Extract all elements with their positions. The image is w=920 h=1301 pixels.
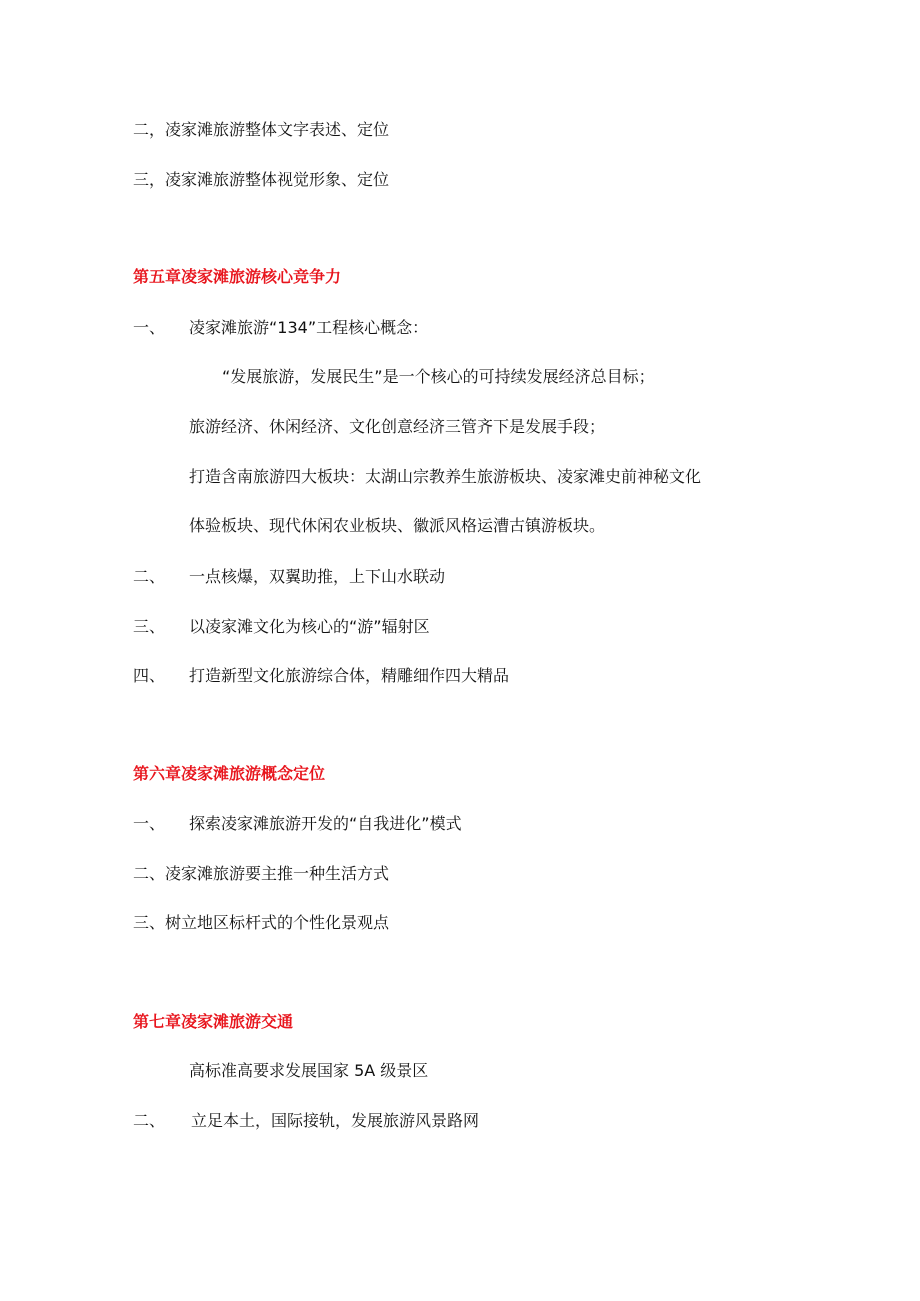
- chapter7-heading: 第七章凌家滩旅游交通: [133, 1012, 294, 1031]
- chapter5-item-1-number: 一、: [133, 318, 166, 337]
- chapter6-item-1-number: 一、: [133, 814, 166, 833]
- chapter5-item-2-text: 一点核爆，双翼助推，上下山水联动: [189, 567, 446, 586]
- chapter6-item-2: 二、凌家滩旅游要主推一种生活方式: [133, 864, 390, 883]
- chapter7-item-2-text: 立足本土，国际接轨，发展旅游风景路网: [191, 1111, 480, 1130]
- chapter6-item-1-text: 探索凌家滩旅游开发的“自我进化”模式: [189, 814, 462, 833]
- section4-item-2: 二，凌家滩旅游整体文字表述、定位: [133, 120, 390, 139]
- chapter7-item-1-text: 高标准高要求发展国家 5A 级景区: [189, 1061, 429, 1080]
- chapter5-item-4-number: 四、: [133, 666, 166, 685]
- chapter6-item-3: 三、树立地区标杆式的个性化景观点: [133, 913, 390, 932]
- chapter5-paragraph-3b: 体验板块、现代休闲农业板块、徽派风格运漕古镇游板块。: [189, 516, 606, 535]
- chapter5-item-3-text: 以凌家滩文化为核心的“游”辐射区: [189, 617, 430, 636]
- chapter5-item-1: [133, 318, 165, 338]
- chapter5-paragraph-3a: 打造含南旅游四大板块：太湖山宗教养生旅游板块、凌家滩史前神秘文化: [189, 467, 702, 486]
- chapter5-paragraph-2: 旅游经济、休闲经济、文化创意经济三管齐下是发展手段；: [189, 417, 606, 436]
- chapter7-item-2-number: 二、: [133, 1111, 166, 1130]
- chapter5-item-4-text: 打造新型文化旅游综合体，精雕细作四大精品: [189, 666, 510, 685]
- chapter5-item-1-text: 凌家滩旅游“134”工程核心概念：: [189, 318, 429, 337]
- chapter5-item-3-number: 三、: [133, 617, 166, 636]
- section4-item-3: 三，凌家滩旅游整体视觉形象、定位: [133, 170, 390, 189]
- chapter6-heading: 第六章凌家滩旅游概念定位: [133, 764, 326, 783]
- chapter5-item-2-number: 二、: [133, 567, 166, 586]
- chapter5-paragraph-1: “发展旅游，发展民生”是一个核心的可持续发展经济总目标；: [222, 367, 655, 386]
- chapter5-heading: 第五章凌家滩旅游核心竞争力: [133, 267, 342, 286]
